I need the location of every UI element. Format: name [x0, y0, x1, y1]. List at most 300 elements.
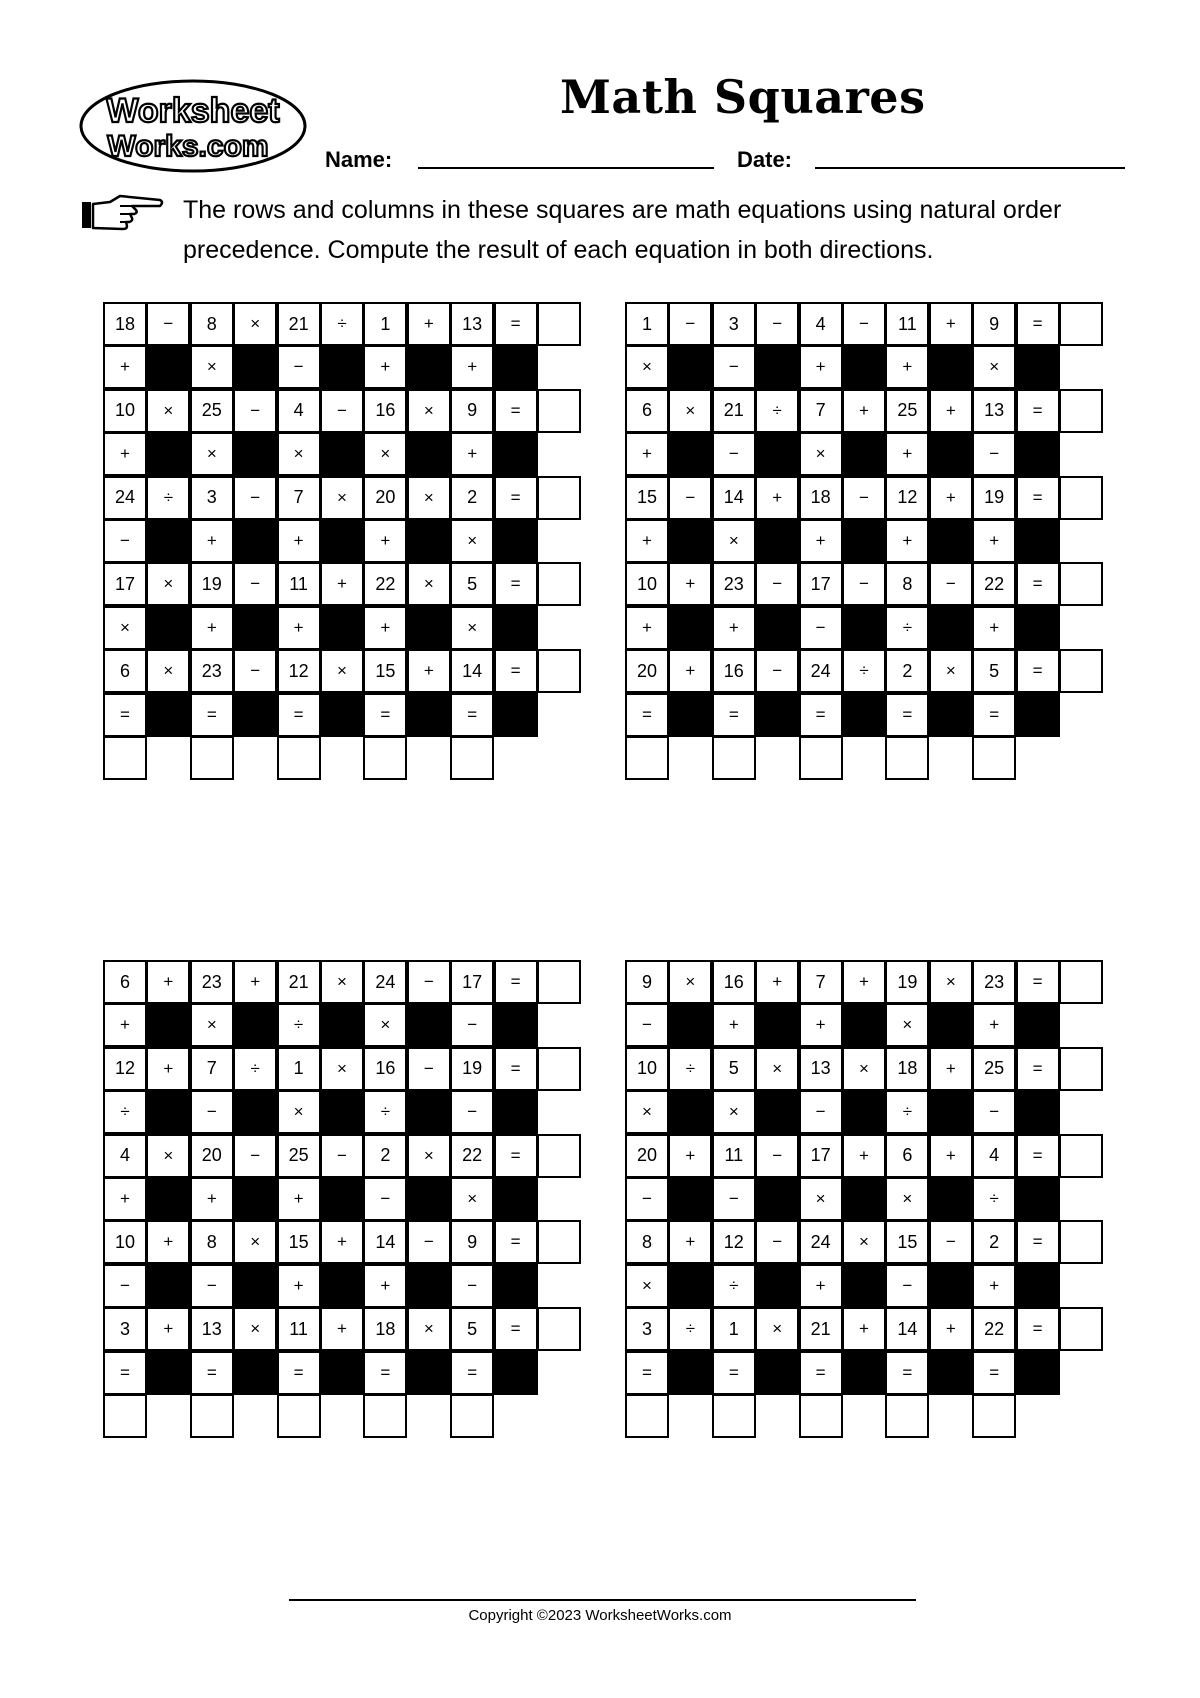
black-square — [320, 1351, 364, 1395]
number-cell: 14 — [363, 1220, 407, 1264]
operator-cell: − — [929, 1220, 973, 1264]
name-label: Name: — [325, 147, 393, 172]
black-square — [146, 1003, 190, 1047]
equals-cell: = — [363, 1351, 407, 1395]
number-cell: 12 — [103, 1047, 147, 1091]
operator-cell: × — [407, 389, 451, 433]
number-cell: 6 — [103, 960, 147, 1004]
answer-box[interactable] — [1059, 476, 1103, 520]
answer-box[interactable] — [1059, 1307, 1103, 1351]
black-square — [1016, 1003, 1060, 1047]
answer-box[interactable] — [537, 1047, 581, 1091]
operator-cell: − — [885, 1264, 929, 1308]
operator-cell: − — [233, 562, 277, 606]
operator-cell: × — [755, 1307, 799, 1351]
equals-cell: = — [190, 693, 234, 737]
operator-cell: + — [972, 1264, 1016, 1308]
black-square — [929, 1264, 973, 1308]
number-cell: 7 — [799, 960, 843, 1004]
answer-box[interactable] — [799, 736, 843, 780]
operator-cell: − — [842, 302, 886, 346]
operator-cell: × — [668, 960, 712, 1004]
black-square — [407, 1177, 451, 1221]
number-cell: 21 — [799, 1307, 843, 1351]
black-square — [842, 1003, 886, 1047]
number-cell: 23 — [972, 960, 1016, 1004]
number-cell: 2 — [450, 476, 494, 520]
answer-box[interactable] — [537, 389, 581, 433]
number-cell: 25 — [885, 389, 929, 433]
black-square — [494, 693, 538, 737]
number-cell: 16 — [712, 960, 756, 1004]
black-square — [1016, 1264, 1060, 1308]
black-square — [755, 606, 799, 650]
black-square — [668, 519, 712, 563]
answer-box[interactable] — [1059, 960, 1103, 1004]
equals-cell: = — [494, 1047, 538, 1091]
number-cell: 23 — [190, 960, 234, 1004]
operator-cell: − — [755, 649, 799, 693]
equals-cell: = — [494, 960, 538, 1004]
operator-cell: − — [712, 345, 756, 389]
black-square — [1016, 1351, 1060, 1395]
operator-cell: − — [146, 302, 190, 346]
number-cell: 3 — [190, 476, 234, 520]
equals-cell: = — [1016, 562, 1060, 606]
operator-cell: + — [146, 960, 190, 1004]
number-cell: 7 — [799, 389, 843, 433]
answer-box[interactable] — [537, 1134, 581, 1178]
operator-cell: − — [190, 1090, 234, 1134]
operator-cell: × — [277, 432, 321, 476]
operator-cell: × — [712, 1090, 756, 1134]
worksheetworks-logo — [78, 78, 308, 174]
operator-cell: + — [320, 1307, 364, 1351]
black-square — [146, 432, 190, 476]
black-square — [320, 1003, 364, 1047]
answer-box[interactable] — [799, 1394, 843, 1438]
black-square — [320, 1177, 364, 1221]
date-label: Date: — [737, 147, 793, 172]
operator-cell: + — [190, 519, 234, 563]
number-cell: 23 — [190, 649, 234, 693]
black-square — [494, 519, 538, 563]
answer-box[interactable] — [363, 736, 407, 780]
number-cell: 19 — [972, 476, 1016, 520]
answer-box[interactable] — [537, 562, 581, 606]
black-square — [929, 606, 973, 650]
number-cell: 14 — [885, 1307, 929, 1351]
number-cell: 14 — [450, 649, 494, 693]
black-square — [1016, 1177, 1060, 1221]
answer-box[interactable] — [190, 736, 234, 780]
black-square — [842, 693, 886, 737]
black-square — [1016, 1090, 1060, 1134]
operator-cell: × — [842, 1047, 886, 1091]
operator-cell: + — [842, 389, 886, 433]
black-square — [233, 1003, 277, 1047]
number-cell: 23 — [712, 562, 756, 606]
equals-cell: = — [450, 693, 494, 737]
operator-cell: + — [407, 302, 451, 346]
equals-cell: = — [885, 1351, 929, 1395]
black-square — [755, 345, 799, 389]
name-field-line[interactable] — [418, 167, 714, 169]
operator-cell: + — [972, 519, 1016, 563]
number-cell: 18 — [885, 1047, 929, 1091]
number-cell: 22 — [972, 562, 1016, 606]
number-cell: 20 — [190, 1134, 234, 1178]
operator-cell: − — [363, 1177, 407, 1221]
black-square — [146, 519, 190, 563]
answer-box[interactable] — [537, 960, 581, 1004]
operator-cell: − — [190, 1264, 234, 1308]
operator-cell: + — [755, 476, 799, 520]
operator-cell: ÷ — [842, 649, 886, 693]
black-square — [407, 1003, 451, 1047]
answer-box[interactable] — [1059, 1134, 1103, 1178]
operator-cell: + — [929, 302, 973, 346]
operator-cell: − — [233, 649, 277, 693]
equals-cell: = — [494, 562, 538, 606]
equals-cell: = — [494, 389, 538, 433]
black-square — [755, 1003, 799, 1047]
black-square — [668, 1003, 712, 1047]
answer-box[interactable] — [537, 1220, 581, 1264]
black-square — [146, 1264, 190, 1308]
answer-box[interactable] — [712, 1394, 756, 1438]
equals-cell: = — [494, 1220, 538, 1264]
operator-cell: + — [929, 1134, 973, 1178]
operator-cell: + — [799, 345, 843, 389]
number-cell: 8 — [625, 1220, 669, 1264]
black-square — [1016, 432, 1060, 476]
date-field-line[interactable] — [815, 167, 1125, 169]
black-square — [842, 1351, 886, 1395]
number-cell: 8 — [190, 302, 234, 346]
answer-box[interactable] — [1059, 389, 1103, 433]
answer-box[interactable] — [1059, 302, 1103, 346]
operator-cell: × — [103, 606, 147, 650]
black-square — [233, 693, 277, 737]
operator-cell: − — [407, 960, 451, 1004]
black-square — [233, 519, 277, 563]
operator-cell: − — [407, 1047, 451, 1091]
operator-cell: − — [407, 1220, 451, 1264]
black-square — [320, 693, 364, 737]
black-square — [407, 1090, 451, 1134]
answer-box[interactable] — [1059, 562, 1103, 606]
number-cell: 3 — [712, 302, 756, 346]
black-square — [494, 1177, 538, 1221]
footer-divider — [289, 1599, 916, 1601]
equals-cell: = — [712, 693, 756, 737]
number-cell: 1 — [363, 302, 407, 346]
operator-cell: + — [146, 1220, 190, 1264]
operator-cell: × — [450, 606, 494, 650]
operator-cell: ÷ — [972, 1177, 1016, 1221]
operator-cell: ÷ — [885, 606, 929, 650]
operator-cell: ÷ — [712, 1264, 756, 1308]
black-square — [1016, 519, 1060, 563]
black-square — [929, 1090, 973, 1134]
black-square — [755, 1351, 799, 1395]
operator-cell: + — [363, 345, 407, 389]
black-square — [668, 693, 712, 737]
answer-box[interactable] — [363, 1394, 407, 1438]
number-cell: 22 — [972, 1307, 1016, 1351]
answer-box[interactable] — [972, 736, 1016, 780]
number-cell: 9 — [625, 960, 669, 1004]
black-square — [320, 432, 364, 476]
operator-cell: − — [972, 432, 1016, 476]
instructions-text: The rows and columns in these squares are math equations using natural order precedence. Compute the result of each equation in both directions. — [183, 196, 1062, 264]
operator-cell: − — [103, 1264, 147, 1308]
answer-box[interactable] — [450, 1394, 494, 1438]
number-cell: 15 — [277, 1220, 321, 1264]
number-cell: 13 — [190, 1307, 234, 1351]
operator-cell: − — [450, 1090, 494, 1134]
number-cell: 16 — [363, 1047, 407, 1091]
number-cell: 11 — [277, 562, 321, 606]
operator-cell: × — [407, 562, 451, 606]
operator-cell: × — [363, 1003, 407, 1047]
operator-cell: − — [755, 1220, 799, 1264]
number-cell: 6 — [625, 389, 669, 433]
answer-box[interactable] — [537, 649, 581, 693]
operator-cell: × — [363, 432, 407, 476]
answer-box[interactable] — [885, 1394, 929, 1438]
number-cell: 4 — [972, 1134, 1016, 1178]
operator-cell: ÷ — [885, 1090, 929, 1134]
equals-cell: = — [494, 476, 538, 520]
operator-cell: − — [712, 432, 756, 476]
equals-cell: = — [1016, 302, 1060, 346]
operator-cell: + — [103, 1177, 147, 1221]
answer-box[interactable] — [1059, 1047, 1103, 1091]
black-square — [929, 432, 973, 476]
answer-box[interactable] — [1059, 1220, 1103, 1264]
number-cell: 2 — [885, 649, 929, 693]
operator-cell: + — [929, 476, 973, 520]
black-square — [146, 693, 190, 737]
operator-cell: × — [972, 345, 1016, 389]
black-square — [146, 345, 190, 389]
answer-box[interactable] — [972, 1394, 1016, 1438]
operator-cell: × — [755, 1047, 799, 1091]
black-square — [494, 345, 538, 389]
number-cell: 8 — [190, 1220, 234, 1264]
operator-cell: + — [712, 606, 756, 650]
operator-cell: + — [972, 1003, 1016, 1047]
operator-cell: − — [320, 389, 364, 433]
equals-cell: = — [494, 302, 538, 346]
black-square — [929, 1351, 973, 1395]
operator-cell: × — [233, 1220, 277, 1264]
black-square — [494, 1090, 538, 1134]
operator-cell: + — [450, 432, 494, 476]
answer-box[interactable] — [450, 736, 494, 780]
operator-cell: + — [363, 606, 407, 650]
operator-cell: × — [320, 1047, 364, 1091]
operator-cell: × — [625, 1090, 669, 1134]
number-cell: 10 — [103, 1220, 147, 1264]
answer-box[interactable] — [277, 736, 321, 780]
equals-cell: = — [1016, 1220, 1060, 1264]
answer-box[interactable] — [625, 1394, 669, 1438]
number-cell: 4 — [103, 1134, 147, 1178]
operator-cell: − — [972, 1090, 1016, 1134]
black-square — [842, 432, 886, 476]
logo-line2: Works.com — [107, 130, 269, 163]
operator-cell: + — [320, 562, 364, 606]
number-cell: 16 — [712, 649, 756, 693]
answer-box[interactable] — [103, 1394, 147, 1438]
operator-cell: + — [363, 1264, 407, 1308]
black-square — [494, 606, 538, 650]
black-square — [842, 1090, 886, 1134]
operator-cell: + — [363, 519, 407, 563]
number-cell: 17 — [799, 562, 843, 606]
black-square — [494, 1003, 538, 1047]
operator-cell: + — [277, 606, 321, 650]
answer-box[interactable] — [625, 736, 669, 780]
black-square — [755, 519, 799, 563]
operator-cell: × — [146, 389, 190, 433]
operator-cell: − — [755, 562, 799, 606]
black-square — [668, 432, 712, 476]
operator-cell: + — [277, 519, 321, 563]
operator-cell: − — [799, 606, 843, 650]
number-cell: 12 — [885, 476, 929, 520]
number-cell: 7 — [277, 476, 321, 520]
equals-cell: = — [625, 693, 669, 737]
operator-cell: × — [190, 345, 234, 389]
equals-cell: = — [494, 649, 538, 693]
number-cell: 18 — [799, 476, 843, 520]
black-square — [233, 1351, 277, 1395]
operator-cell: × — [712, 519, 756, 563]
operator-cell: − — [625, 1003, 669, 1047]
black-square — [1016, 693, 1060, 737]
operator-cell: + — [668, 649, 712, 693]
number-cell: 20 — [625, 1134, 669, 1178]
number-cell: 25 — [190, 389, 234, 433]
equals-cell: = — [799, 1351, 843, 1395]
operator-cell: ÷ — [363, 1090, 407, 1134]
operator-cell: − — [668, 476, 712, 520]
operator-cell: × — [233, 302, 277, 346]
number-cell: 1 — [625, 302, 669, 346]
equals-cell: = — [1016, 1047, 1060, 1091]
black-square — [233, 606, 277, 650]
number-cell: 14 — [712, 476, 756, 520]
operator-cell: × — [320, 649, 364, 693]
equals-cell: = — [885, 693, 929, 737]
answer-box[interactable] — [1059, 649, 1103, 693]
answer-box[interactable] — [712, 736, 756, 780]
black-square — [842, 1264, 886, 1308]
operator-cell: ÷ — [755, 389, 799, 433]
number-cell: 19 — [450, 1047, 494, 1091]
operator-cell: + — [929, 389, 973, 433]
number-cell: 24 — [799, 649, 843, 693]
equals-cell: = — [625, 1351, 669, 1395]
black-square — [668, 345, 712, 389]
answer-box[interactable] — [103, 736, 147, 780]
answer-box[interactable] — [537, 1307, 581, 1351]
operator-cell: + — [842, 1134, 886, 1178]
black-square — [929, 693, 973, 737]
equals-cell: = — [1016, 649, 1060, 693]
number-cell: 18 — [103, 302, 147, 346]
operator-cell: × — [929, 960, 973, 1004]
number-cell: 25 — [972, 1047, 1016, 1091]
number-cell: 2 — [972, 1220, 1016, 1264]
equals-cell: = — [277, 1351, 321, 1395]
pointing-hand-icon — [80, 192, 166, 236]
operator-cell: + — [799, 519, 843, 563]
black-square — [668, 1264, 712, 1308]
operator-cell: × — [407, 1307, 451, 1351]
operator-cell: ÷ — [103, 1090, 147, 1134]
operator-cell: × — [842, 1220, 886, 1264]
black-square — [233, 1264, 277, 1308]
number-cell: 5 — [972, 649, 1016, 693]
operator-cell: + — [103, 1003, 147, 1047]
number-cell: 19 — [885, 960, 929, 1004]
operator-cell: × — [190, 432, 234, 476]
black-square — [407, 693, 451, 737]
equals-cell: = — [277, 693, 321, 737]
black-square — [320, 345, 364, 389]
operator-cell: + — [233, 960, 277, 1004]
answer-box[interactable] — [277, 1394, 321, 1438]
black-square — [146, 1177, 190, 1221]
number-cell: 21 — [277, 302, 321, 346]
answer-box[interactable] — [537, 476, 581, 520]
equals-cell: = — [103, 693, 147, 737]
black-square — [1016, 606, 1060, 650]
operator-cell: − — [929, 562, 973, 606]
black-square — [842, 345, 886, 389]
answer-box[interactable] — [537, 302, 581, 346]
operator-cell: × — [929, 649, 973, 693]
number-cell: 20 — [625, 649, 669, 693]
number-cell: 24 — [103, 476, 147, 520]
number-cell: 5 — [450, 1307, 494, 1351]
operator-cell: − — [625, 1177, 669, 1221]
operator-cell: + — [190, 606, 234, 650]
operator-cell: + — [190, 1177, 234, 1221]
answer-box[interactable] — [190, 1394, 234, 1438]
operator-cell: + — [450, 345, 494, 389]
operator-cell: ÷ — [668, 1047, 712, 1091]
answer-box[interactable] — [885, 736, 929, 780]
equals-cell: = — [450, 1351, 494, 1395]
number-cell: 9 — [450, 389, 494, 433]
operator-cell: + — [929, 1307, 973, 1351]
black-square — [668, 606, 712, 650]
operator-cell: + — [799, 1003, 843, 1047]
black-square — [755, 693, 799, 737]
black-square — [407, 1264, 451, 1308]
operator-cell: − — [799, 1090, 843, 1134]
black-square — [407, 432, 451, 476]
black-square — [842, 519, 886, 563]
equals-cell: = — [494, 1134, 538, 1178]
number-cell: 3 — [103, 1307, 147, 1351]
